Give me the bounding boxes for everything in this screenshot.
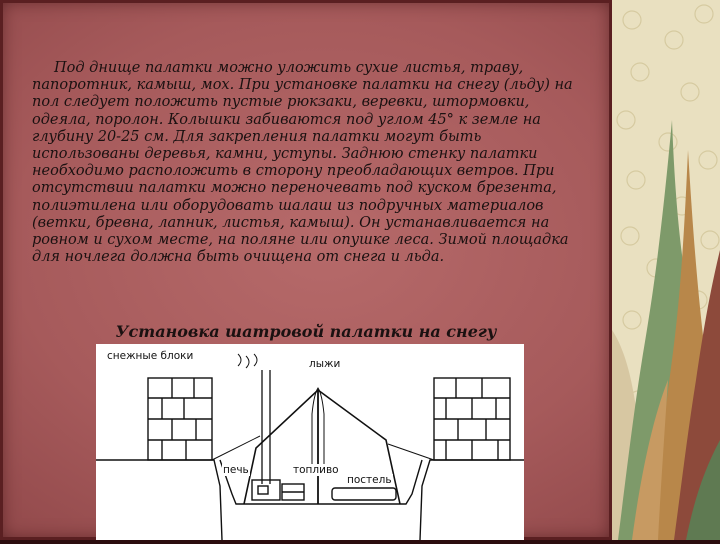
tent-diagram-drawing bbox=[96, 344, 524, 540]
stove bbox=[252, 480, 280, 500]
body-text: Под днище палатки можно уложить сухие листья, траву, папоротник, камыш, мох. При установке палатки на снегу (льду) на пол следует положить пустые рюкзаки, веревки, штормовки, одеяла, поролон. Колышки забиваются под углом 45° к земле на глубину 20-25 см. Для закрепления палатки могут быть использованы деревья, камни, уступы. Заднюю стенку палатки необходимо расположить в сторону преобладающих ветров. При отсутствии палатки можно переночевать под куском брезента, полиэтилена или оборудовать шалаш из подручных материалов (ветки, бревна, лапник, листья, камыш). Он устанавливается на ровном и сухом месте, на поляне или опушке леса. Зимой площадка для ночлега должна быть очищена от снега и льда. bbox=[32, 60, 573, 266]
label-fuel: топливо bbox=[293, 464, 339, 476]
tent-on-snow-diagram bbox=[96, 344, 524, 540]
label-stove: печь bbox=[223, 464, 249, 476]
label-skis: лыжи bbox=[309, 358, 341, 370]
stove-door bbox=[258, 486, 268, 494]
label-snow-blocks: снежные блоки bbox=[107, 350, 194, 362]
ground-line-right bbox=[420, 460, 524, 540]
guy-line-right bbox=[388, 444, 434, 460]
floral-pattern-decoration bbox=[612, 0, 720, 540]
ground-line bbox=[96, 460, 222, 540]
smoke bbox=[238, 354, 257, 368]
label-bed: постель bbox=[347, 474, 392, 486]
decorative-side-panel bbox=[612, 0, 720, 540]
diagram-caption: Установка шатровой палатки на снегу bbox=[115, 322, 497, 341]
stove-pipe bbox=[262, 370, 270, 484]
guy-line-left bbox=[212, 436, 260, 460]
bed bbox=[332, 488, 396, 500]
